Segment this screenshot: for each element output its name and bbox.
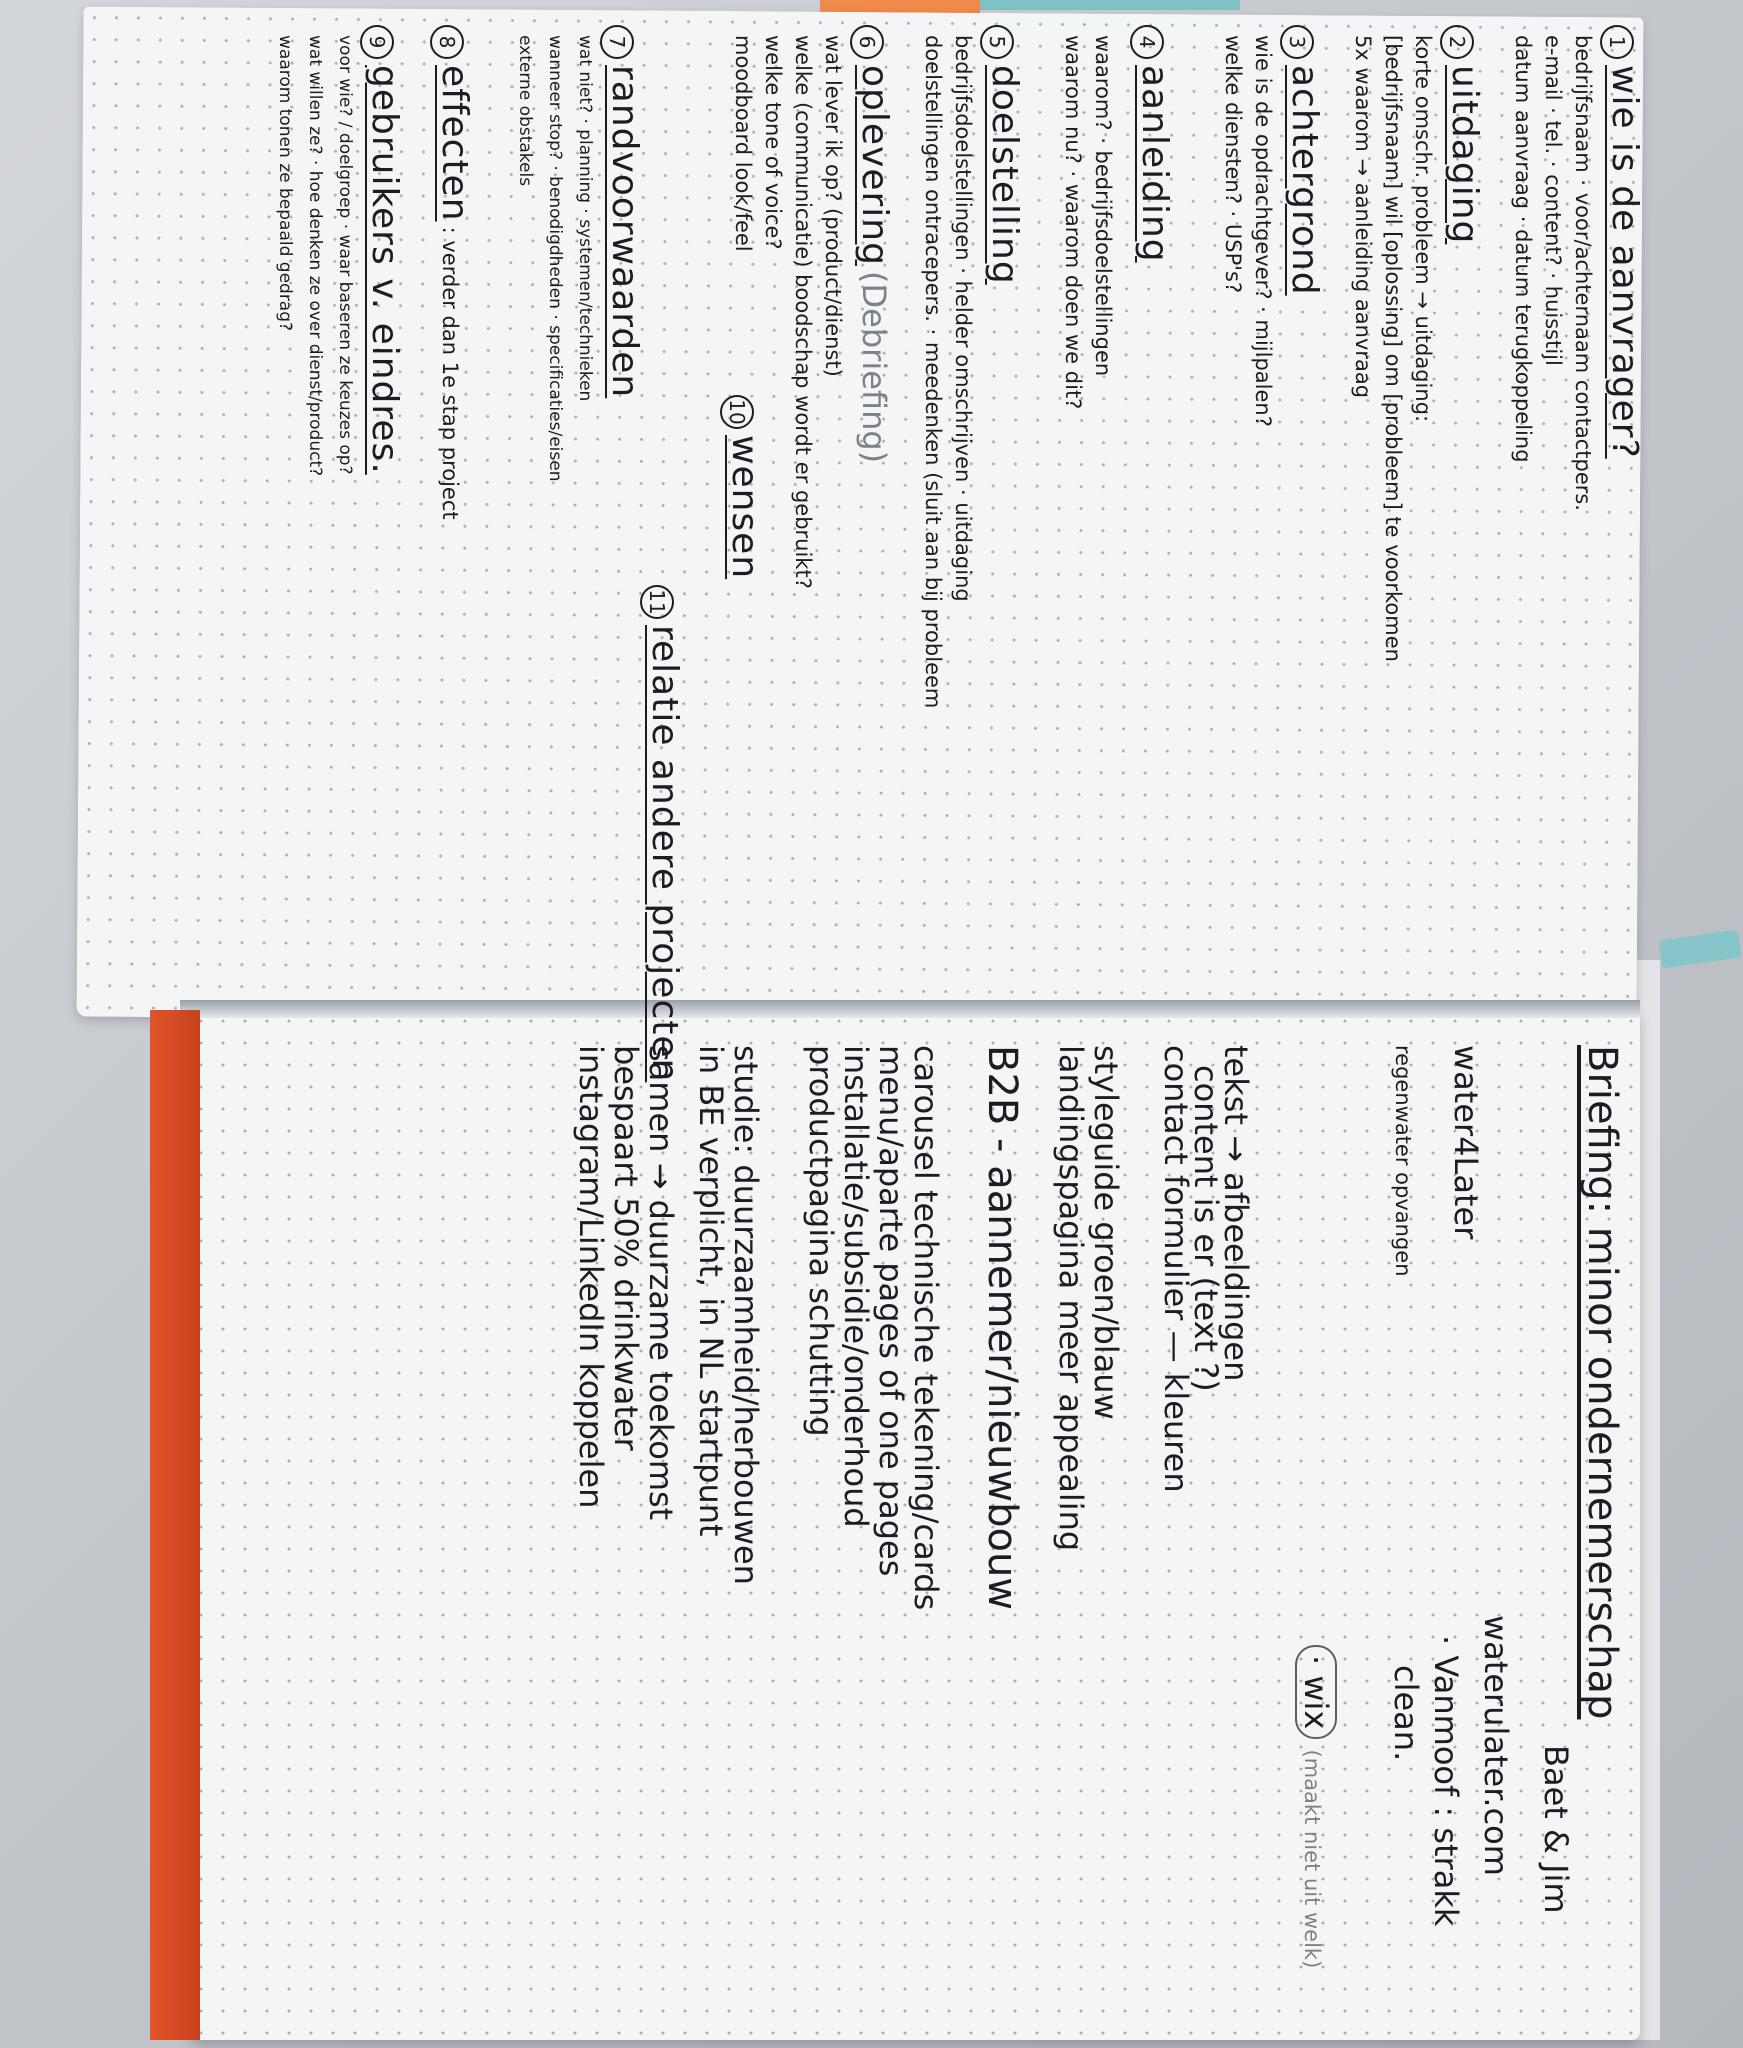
section-4-line: waarom? · bedrijfsdoelstellingen — [1091, 35, 1115, 377]
section-1-heading: 1wie is de aanvrager? — [1601, 25, 1646, 459]
section-9-line: voor wie? / doelgroep · waar baseren ze keuzes op? — [335, 35, 355, 475]
section-2-heading: 2uitdaging — [1441, 25, 1486, 244]
b2b-line: B2B - aannemer/nieuwbouw — [979, 1045, 1025, 1611]
section-7-line: externe obstakels — [515, 35, 535, 187]
section-7-line: wanneer stop? · benodigdheden · specificaties/eisen — [545, 35, 565, 482]
section-9-heading: 9gebruikers v. eindres. — [361, 25, 406, 475]
design-line: styleguide groen/blauw — [1087, 1045, 1125, 1420]
fact-line: studie: duurzaamheid/herbouwen — [727, 1045, 765, 1585]
section-5-line: bedrijfsdoelstellingen · helder omschrijven · uitdaging — [951, 35, 975, 602]
content-line: content is er (text ?) — [1187, 1065, 1225, 1392]
content-line: contact formulier — kleuren — [1157, 1045, 1195, 1493]
section-5-heading: 5doelstelling — [981, 25, 1026, 285]
section-9-line: waarom tonen ze bepaald gedrag? — [275, 35, 295, 332]
section-2-line: 5x waarom → aanleiding aanvraag — [1351, 35, 1375, 399]
authors: Baet & Jim — [1537, 1745, 1575, 1914]
right-page-notes — [205, 1045, 1625, 2045]
wix-note: · wix (maakt niet uit welk) — [1297, 1645, 1335, 1968]
section-7-heading: 7randvoorwaarden — [601, 25, 646, 398]
red-bookmark-ribbon — [150, 1010, 200, 2040]
section-6-line: moodboard look/feel — [731, 35, 755, 252]
regenwater-note: regenwater opvangen — [1391, 1045, 1415, 1277]
section-2-line: korte omschr. probleem → uitdaging: — [1411, 35, 1435, 423]
section-8-heading: 8effecten : verder dan 1e stap project — [431, 25, 476, 520]
teal-tape — [980, 0, 1240, 10]
section-11-heading: 11relatie andere projecten — [641, 585, 686, 1082]
section-1-line: e-mail · tel. · content? · huisstijl — [1541, 35, 1565, 366]
section-1-line: datum aanvraag · datum terugkoppeling — [1511, 35, 1535, 463]
website: waterulater.com — [1477, 1615, 1515, 1876]
section-6-heading: 6oplevering (Debriefing) — [851, 25, 896, 463]
section-10-heading: 10wensen — [721, 395, 766, 579]
section-9-line: wat willen ze? · hoe denken ze over dienst/product? — [305, 35, 325, 477]
section-6-line: welke tone of voice? — [761, 35, 785, 250]
feature-line: menu/aparte pages of one pages — [872, 1045, 910, 1577]
reference-clean: clean. — [1387, 1665, 1425, 1762]
fact-line: instagram/LinkedIn koppelen — [572, 1045, 610, 1509]
section-3-line: welke diensten? · USP's? — [1221, 35, 1245, 294]
briefing-title: Briefing: minor ondernemerschap — [1579, 1045, 1625, 1720]
feature-line: carousel technische tekening/cards — [907, 1045, 945, 1611]
section-1-line: bedrijfsnaam · voor/achternaam contactpers. — [1571, 35, 1595, 511]
left-page-notes — [75, 25, 1645, 1083]
feature-line: productpagina schutting — [802, 1045, 840, 1437]
feature-line: installatie/subsidie/onderhoud — [837, 1045, 875, 1528]
fact-line: samen → duurzame toekomst — [642, 1045, 680, 1521]
fact-line: in BE verplicht, in NL startpunt — [692, 1045, 730, 1537]
section-6-line: wat lever ik op? (product/dienst) — [821, 35, 845, 377]
section-5-line: doelstellingen ontracepers. · meedenken (sluit aan bij probleem — [921, 35, 945, 709]
section-6-line: welke (communicatie) boodschap wordt er gebruikt? — [791, 35, 815, 589]
design-line: landingspagina meer appealing — [1052, 1045, 1090, 1552]
section-7-line: wat niet? · planning · systemen/technieken — [575, 35, 595, 402]
section-3-line: wie is de opdrachtgever? · mijlpalen? — [1251, 35, 1275, 427]
section-2-line: [bedrijfsnaam] wil [oplossing] om [probleem] te voorkomen — [1381, 35, 1405, 662]
section-4-line: waarom nu? · waarom doen we dit? — [1061, 35, 1085, 410]
brand-name: water4Later — [1447, 1045, 1485, 1240]
section-4-heading: 4aanleiding — [1131, 25, 1176, 263]
fact-line: bespaart 50% drinkwater — [607, 1045, 645, 1451]
section-3-heading: 3achtergrond — [1281, 25, 1326, 296]
reference-vanmoof: · Vanmoof : strakk — [1427, 1635, 1465, 1927]
content-line: tekst → afbeeldingen — [1217, 1045, 1255, 1382]
